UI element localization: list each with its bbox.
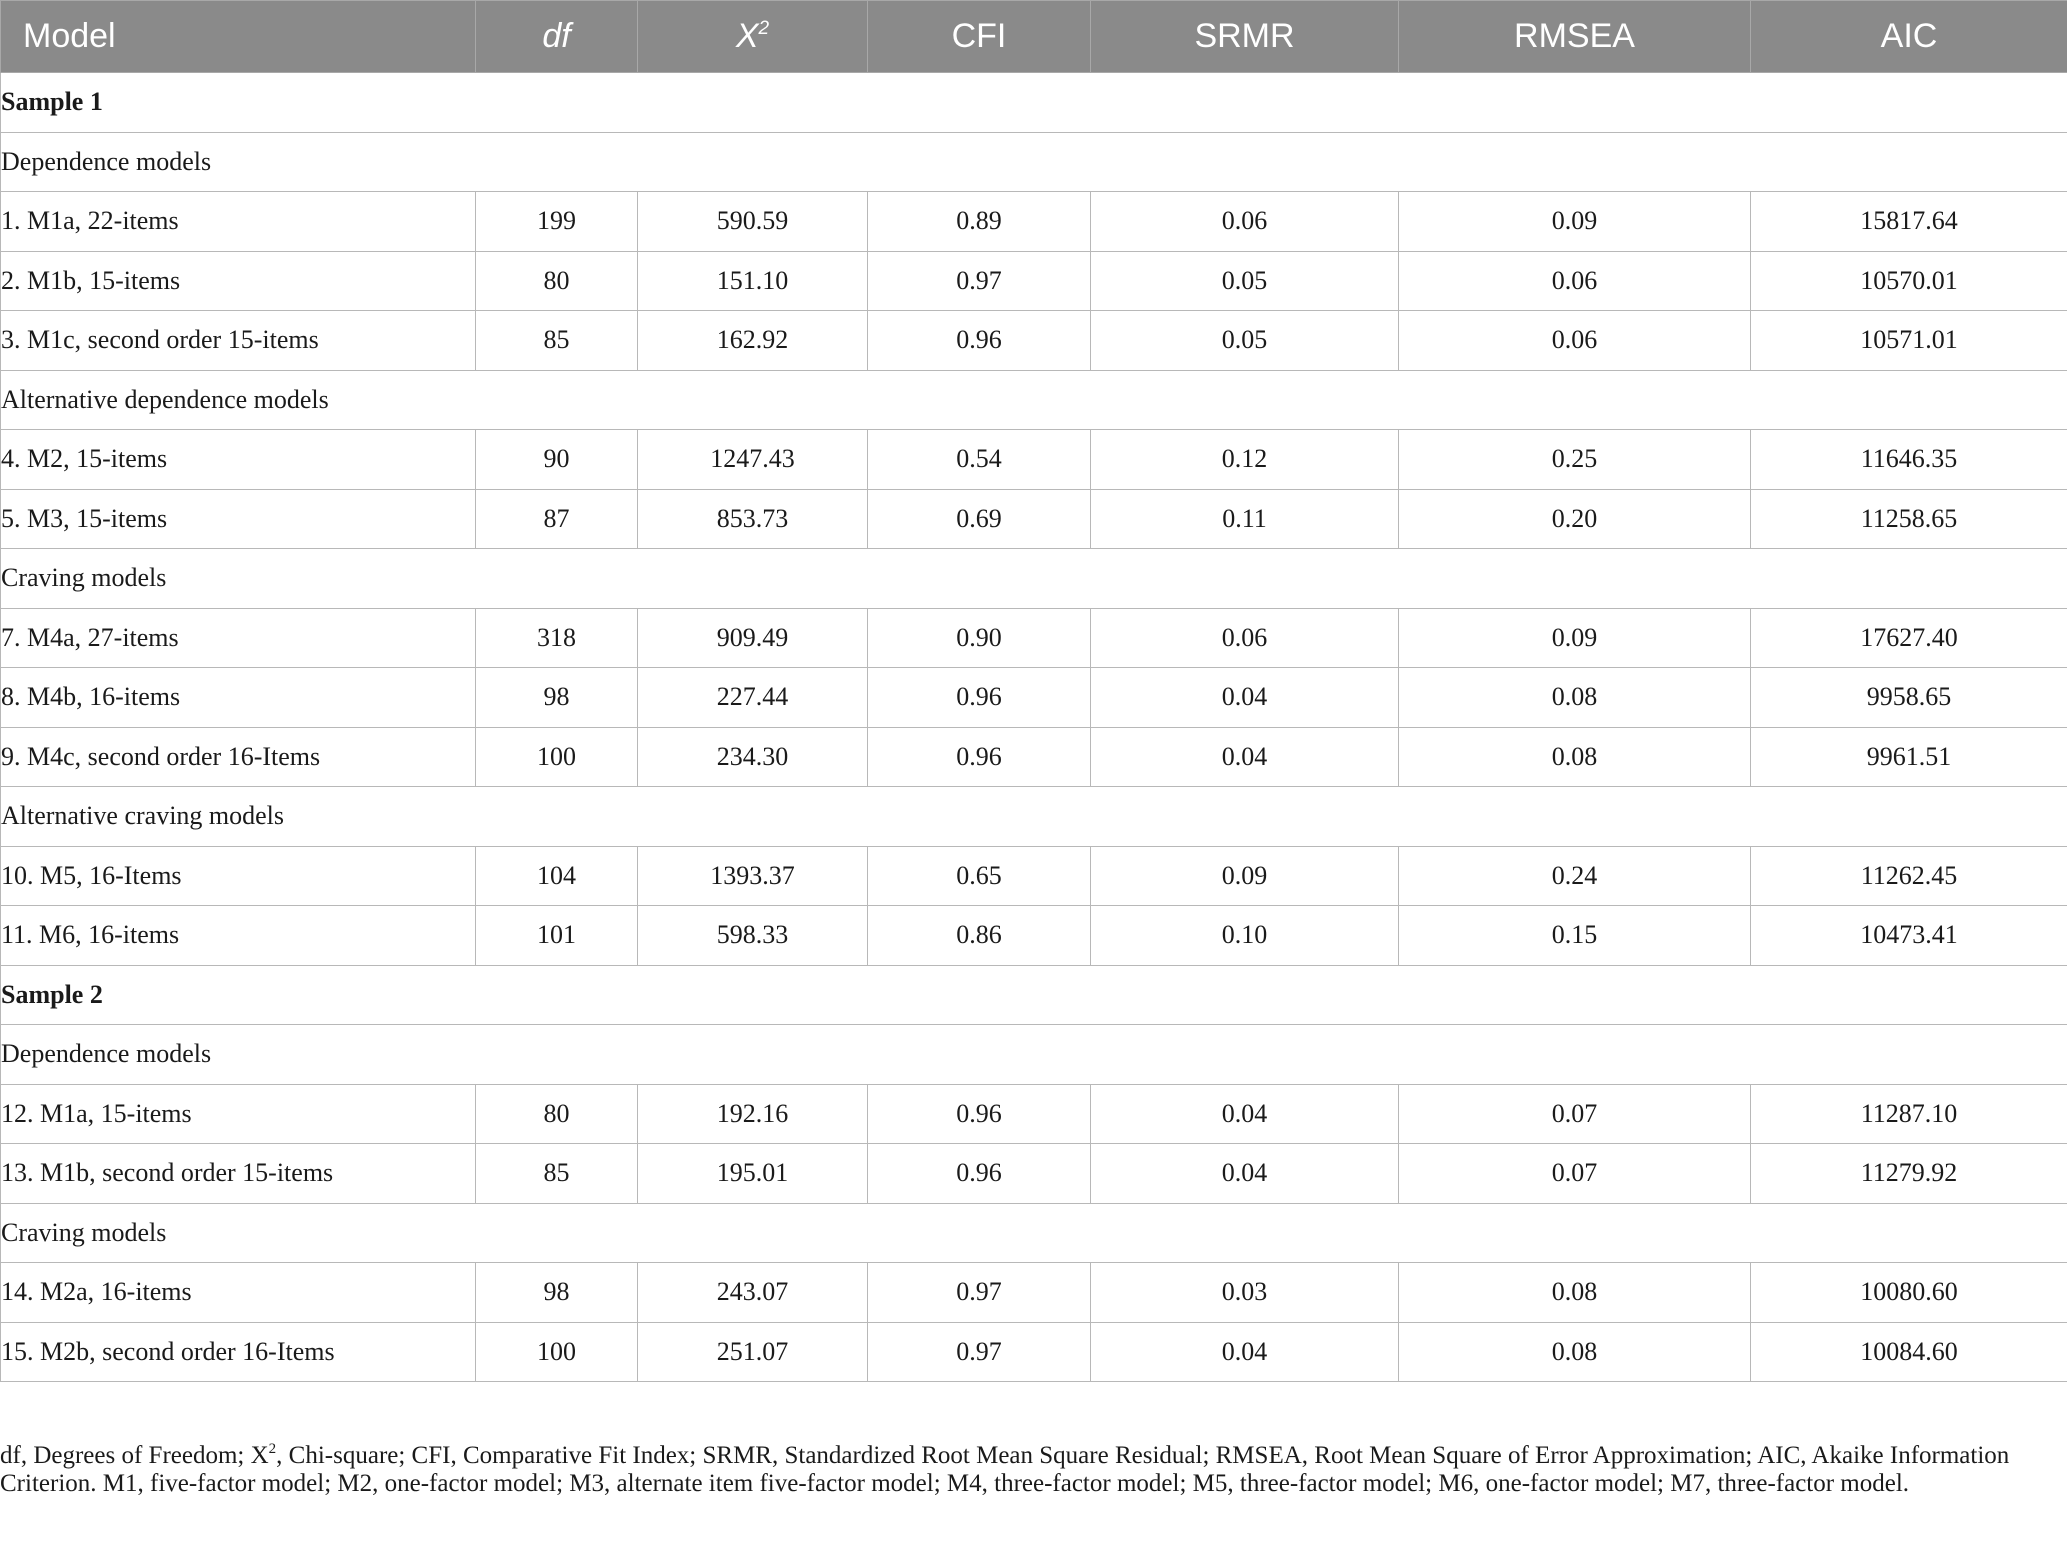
cell-model: 3. M1c, second order 15-items: [1, 311, 476, 371]
cell-df: 85: [476, 311, 638, 371]
cell-rmsea: 0.07: [1399, 1084, 1751, 1144]
header-df: df: [476, 1, 638, 73]
cell-x2: 590.59: [638, 192, 868, 252]
section-label: Sample 2: [1, 965, 2067, 1025]
table-row: [1, 906, 2067, 966]
table-row: [1, 489, 2067, 549]
group-label: Craving models: [1, 549, 2067, 609]
cell-cfi: 0.90: [868, 608, 1091, 668]
cell-model: 14. M2a, 16-items: [1, 1263, 476, 1323]
cell-df: 199: [476, 192, 638, 252]
cell-srmr: 0.04: [1091, 1322, 1399, 1382]
cell-srmr: 0.03: [1091, 1263, 1399, 1323]
cell-df: 100: [476, 727, 638, 787]
cell-srmr: 0.06: [1091, 192, 1399, 252]
footnote-sup: 2: [268, 1441, 277, 1457]
cell-df: 98: [476, 1263, 638, 1323]
cell-df: 80: [476, 251, 638, 311]
cell-aic: 10084.60: [1751, 1322, 2067, 1382]
cell-x2: 853.73: [638, 489, 868, 549]
cell-rmsea: 0.06: [1399, 251, 1751, 311]
cell-x2: 1393.37: [638, 846, 868, 906]
cell-x2: 1247.43: [638, 430, 868, 490]
cell-model: 12. M1a, 15-items: [1, 1084, 476, 1144]
cell-rmsea: 0.09: [1399, 192, 1751, 252]
header-cfi: CFI: [868, 1, 1091, 73]
section-label: Sample 1: [1, 73, 2067, 133]
cell-srmr: 0.06: [1091, 608, 1399, 668]
cell-model: 15. M2b, second order 16-Items: [1, 1322, 476, 1382]
cell-rmsea: 0.08: [1399, 668, 1751, 728]
cell-cfi: 0.69: [868, 489, 1091, 549]
cell-aic: 11279.92: [1751, 1144, 2067, 1204]
cell-cfi: 0.96: [868, 1084, 1091, 1144]
group-label: Alternative craving models: [1, 787, 2067, 847]
cell-srmr: 0.12: [1091, 430, 1399, 490]
cell-srmr: 0.04: [1091, 1144, 1399, 1204]
cell-model: 4. M2, 15-items: [1, 430, 476, 490]
header-rmsea: RMSEA: [1399, 1, 1751, 73]
cell-df: 90: [476, 430, 638, 490]
table-row: [1, 430, 2067, 490]
cell-x2: 598.33: [638, 906, 868, 966]
cell-cfi: 0.97: [868, 1322, 1091, 1382]
cell-model: 8. M4b, 16-items: [1, 668, 476, 728]
cell-aic: 15817.64: [1751, 192, 2067, 252]
table-footnote: [0, 1435, 2050, 1498]
cell-model: 7. M4a, 27-items: [1, 608, 476, 668]
footnote-part1: df, Degrees of Freedom; X: [0, 1442, 269, 1469]
table-row: [1, 1263, 2067, 1323]
cell-srmr: 0.05: [1091, 311, 1399, 371]
cell-x2: 227.44: [638, 668, 868, 728]
table-row: [1, 668, 2067, 728]
cell-srmr: 0.04: [1091, 727, 1399, 787]
cell-df: 104: [476, 846, 638, 906]
table-row: [1, 1084, 2067, 1144]
cell-cfi: 0.96: [868, 311, 1091, 371]
cell-cfi: 0.96: [868, 1144, 1091, 1204]
cell-x2: 243.07: [638, 1263, 868, 1323]
cell-rmsea: 0.08: [1399, 1263, 1751, 1323]
table-row: [1, 311, 2067, 371]
footnote-part2: , Chi-square; CFI, Comparative Fit Index; SRMR, Standardized Root Mean Square Residual; RMSEA, Root Mean Square of Error Approximation; AIC, Akaike Information Criterion. M1, five-factor model; M2, one-factor model; M3, alternate item five-factor model; M4, three-factor model; M5, three-factor model; M6, one-factor model; M7, three-factor model.: [0, 1442, 2010, 1497]
group-row: [1, 132, 2067, 192]
cell-cfi: 0.65: [868, 846, 1091, 906]
group-row: [1, 787, 2067, 847]
cell-aic: 10571.01: [1751, 311, 2067, 371]
cell-cfi: 0.86: [868, 906, 1091, 966]
cell-df: 87: [476, 489, 638, 549]
cell-model: 10. M5, 16-Items: [1, 846, 476, 906]
header-chi-square-sup: 2: [758, 18, 770, 39]
group-label: Dependence models: [1, 1025, 2067, 1085]
header-row: [1, 1, 2067, 73]
cell-model: 11. M6, 16-items: [1, 906, 476, 966]
cell-aic: 11287.10: [1751, 1084, 2067, 1144]
cell-aic: 17627.40: [1751, 608, 2067, 668]
cell-rmsea: 0.08: [1399, 727, 1751, 787]
table-row: [1, 846, 2067, 906]
cell-model: 5. M3, 15-items: [1, 489, 476, 549]
cell-df: 80: [476, 1084, 638, 1144]
cell-cfi: 0.54: [868, 430, 1091, 490]
cell-aic: 9958.65: [1751, 668, 2067, 728]
cell-aic: 10080.60: [1751, 1263, 2067, 1323]
cell-aic: 11262.45: [1751, 846, 2067, 906]
cell-df: 85: [476, 1144, 638, 1204]
cell-srmr: 0.04: [1091, 1084, 1399, 1144]
group-row: [1, 1203, 2067, 1263]
cell-cfi: 0.96: [868, 668, 1091, 728]
cell-model: 13. M1b, second order 15-items: [1, 1144, 476, 1204]
table-row: [1, 727, 2067, 787]
cell-x2: 195.01: [638, 1144, 868, 1204]
cell-aic: 11258.65: [1751, 489, 2067, 549]
cell-x2: 192.16: [638, 1084, 868, 1144]
table-row: [1, 192, 2067, 252]
table-row: [1, 1322, 2067, 1382]
cell-df: 101: [476, 906, 638, 966]
cell-aic: 10570.01: [1751, 251, 2067, 311]
table-row: [1, 251, 2067, 311]
cell-x2: 234.30: [638, 727, 868, 787]
cell-df: 318: [476, 608, 638, 668]
cell-x2: 251.07: [638, 1322, 868, 1382]
cell-rmsea: 0.20: [1399, 489, 1751, 549]
cell-aic: 11646.35: [1751, 430, 2067, 490]
header-chi-square-base: X: [735, 17, 759, 55]
cell-model: 2. M1b, 15-items: [1, 251, 476, 311]
table-row: [1, 1144, 2067, 1204]
cell-cfi: 0.97: [868, 1263, 1091, 1323]
table-body: [1, 73, 2067, 1382]
group-row: [1, 370, 2067, 430]
cell-x2: 151.10: [638, 251, 868, 311]
cell-rmsea: 0.08: [1399, 1322, 1751, 1382]
cell-rmsea: 0.15: [1399, 906, 1751, 966]
group-row: [1, 1025, 2067, 1085]
section-row: [1, 965, 2067, 1025]
cell-model: 9. M4c, second order 16-Items: [1, 727, 476, 787]
cell-srmr: 0.04: [1091, 668, 1399, 728]
cell-cfi: 0.97: [868, 251, 1091, 311]
group-row: [1, 549, 2067, 609]
cell-srmr: 0.11: [1091, 489, 1399, 549]
cell-rmsea: 0.24: [1399, 846, 1751, 906]
group-label: Alternative dependence models: [1, 370, 2067, 430]
header-chi-square: [638, 1, 868, 73]
group-label: Craving models: [1, 1203, 2067, 1263]
cell-rmsea: 0.06: [1399, 311, 1751, 371]
cell-df: 98: [476, 668, 638, 728]
cell-rmsea: 0.25: [1399, 430, 1751, 490]
group-label: Dependence models: [1, 132, 2067, 192]
table-row: [1, 608, 2067, 668]
header-model: Model: [1, 1, 476, 73]
header-aic: AIC: [1751, 1, 2067, 73]
cell-srmr: 0.09: [1091, 846, 1399, 906]
cell-srmr: 0.10: [1091, 906, 1399, 966]
cell-cfi: 0.96: [868, 727, 1091, 787]
cell-df: 100: [476, 1322, 638, 1382]
section-row: [1, 73, 2067, 133]
cell-aic: 10473.41: [1751, 906, 2067, 966]
cell-cfi: 0.89: [868, 192, 1091, 252]
cell-x2: 909.49: [638, 608, 868, 668]
cell-model: 1. M1a, 22-items: [1, 192, 476, 252]
cell-x2: 162.92: [638, 311, 868, 371]
header-srmr: SRMR: [1091, 1, 1399, 73]
cell-aic: 9961.51: [1751, 727, 2067, 787]
cell-rmsea: 0.07: [1399, 1144, 1751, 1204]
cell-srmr: 0.05: [1091, 251, 1399, 311]
cell-rmsea: 0.09: [1399, 608, 1751, 668]
